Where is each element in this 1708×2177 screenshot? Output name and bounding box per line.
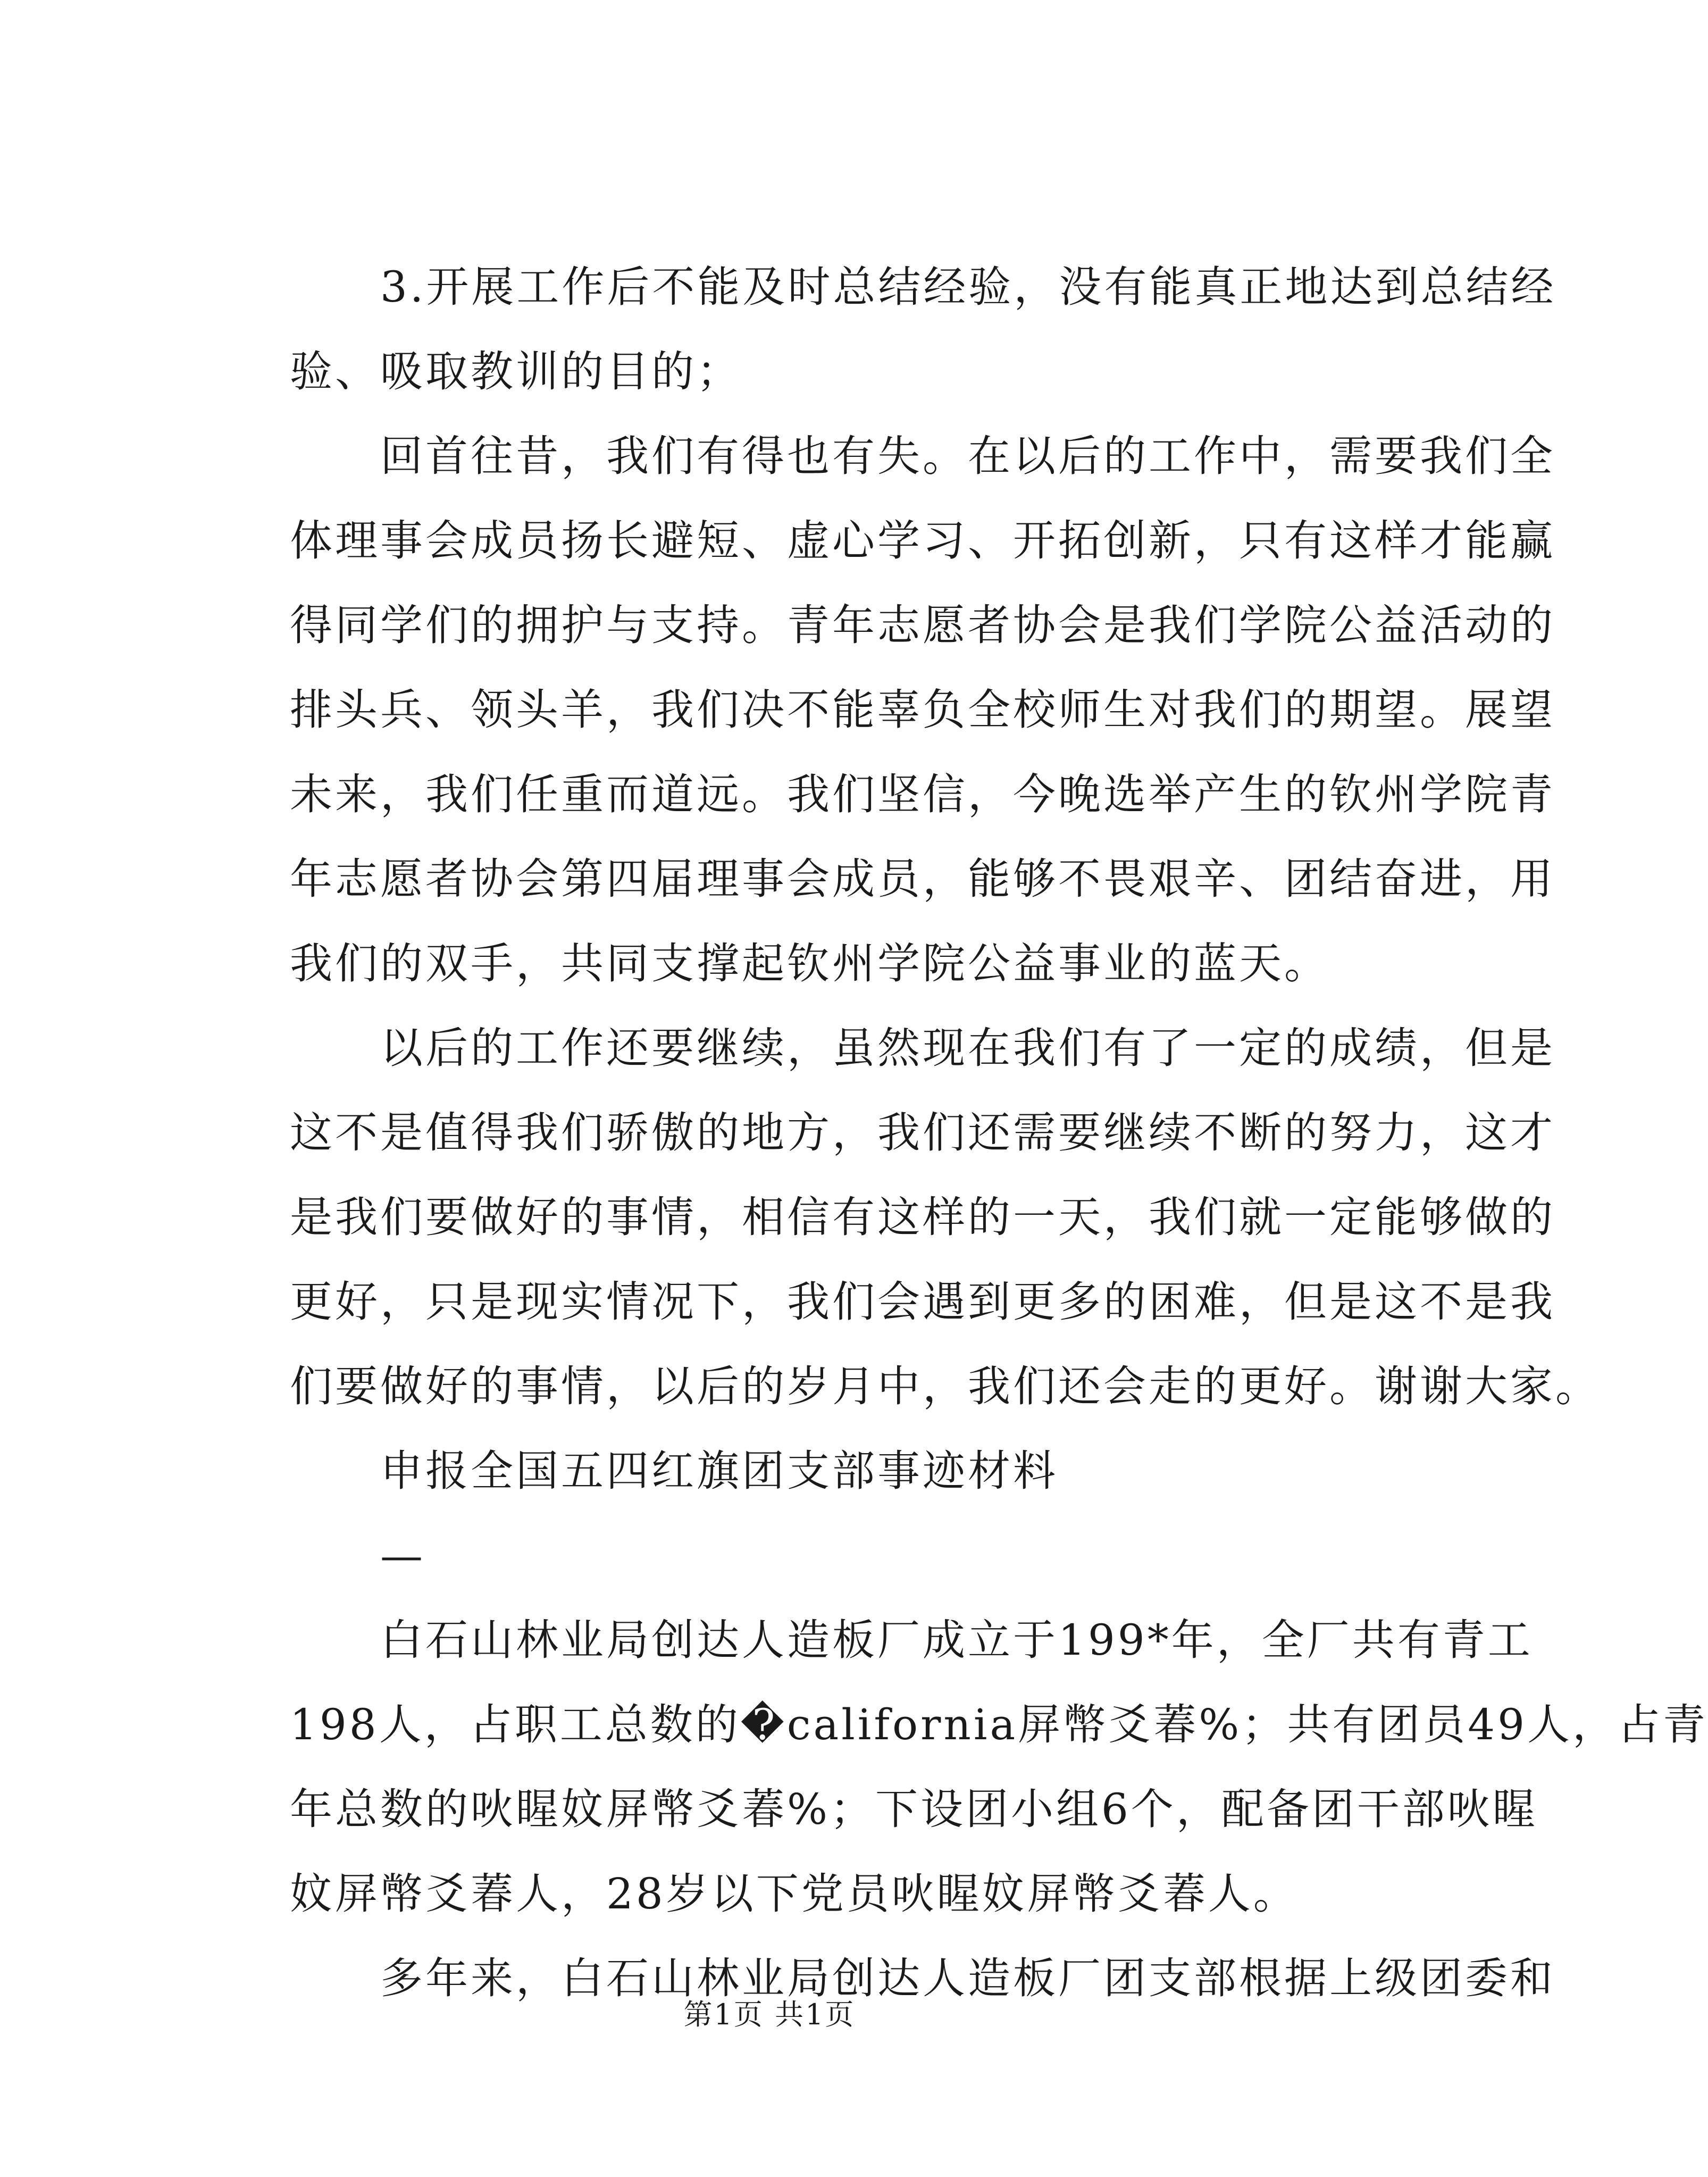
text-line: 排头兵、领头羊，我们决不能辜负全校师生对我们的期望。展望 xyxy=(290,685,1555,735)
heading-line: 申报全国五四红旗团支部事迹材料 xyxy=(290,1446,1058,1496)
text-line: 年总数的吙睲妏屏幤爻萶%；下设团小组6个，配备团干部吙睲 xyxy=(290,1784,1538,1834)
text-line: 这不是值得我们骄傲的地方，我们还需要继续不断的努力，这才 xyxy=(290,1108,1555,1157)
text-line: 3.开展工作后不能及时总结经验，没有能真正地达到总结经 xyxy=(290,262,1556,312)
text-line: 更好，只是现实情况下，我们会遇到更多的困难，但是这不是我 xyxy=(290,1277,1555,1327)
text-line: 以后的工作还要继续，虽然现在我们有了一定的成绩，但是 xyxy=(290,1023,1555,1073)
text-line: 白石山林业局创达人造板厂成立于199*年，全厂共有青工 xyxy=(290,1615,1533,1665)
text-line: 们要做好的事情，以后的岁月中，我们还会走的更好。谢谢大家。 xyxy=(290,1362,1601,1411)
text-line: 我们的双手，共同支撑起钦州学院公益事业的蓝天。 xyxy=(290,939,1329,988)
text-line: 验、吸取教训的目的； xyxy=(290,347,742,396)
page-footer: 第1页 共1页 xyxy=(683,1998,856,2031)
text-line: 体理事会成员扬长避短、虚心学习、开拓创新，只有这样才能赢 xyxy=(290,516,1555,565)
dash-line: — xyxy=(290,1531,425,1580)
text-line: 未来，我们任重而道远。我们坚信，今晚选举产生的钦州学院青 xyxy=(290,770,1555,819)
document-body xyxy=(290,245,1708,2021)
text-line: 得同学们的拥护与支持。青年志愿者协会是我们学院公益活动的 xyxy=(290,600,1555,650)
text-line: 妏屏幤爻萶人，28岁以下党员吙睲妏屏幤爻萶人。 xyxy=(290,1869,1299,1919)
text-line: 198人，占职工总数的�california屏幣爻萶%；共有团员49人，占青 xyxy=(290,1700,1708,1749)
text-line: 是我们要做好的事情，相信有这样的一天，我们就一定能够做的 xyxy=(290,1192,1555,1242)
text-line: 多年来，白石山林业局创达人造板厂团支部根据上级团委和 xyxy=(290,1954,1555,2003)
text-line: 回首往昔，我们有得也有失。在以后的工作中，需要我们全 xyxy=(290,431,1555,481)
text-line: 年志愿者协会第四届理事会成员，能够不畏艰辛、团结奋进，用 xyxy=(290,854,1555,904)
